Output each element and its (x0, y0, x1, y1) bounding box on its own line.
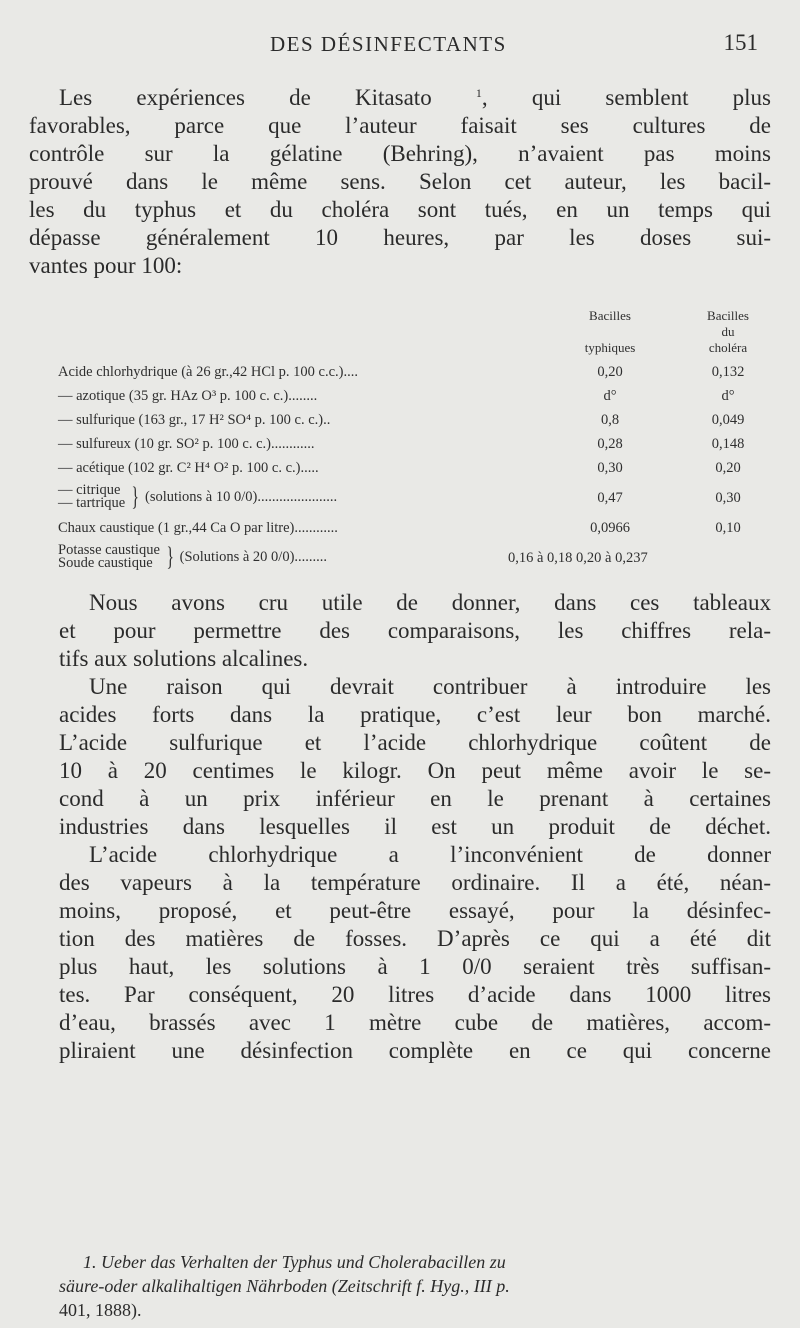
table-row (58, 520, 770, 544)
column-header-line: choléra (708, 340, 748, 355)
column-header-line: Bacilles (707, 308, 749, 323)
brace-symbol: } (166, 542, 174, 571)
table-row-group (58, 484, 770, 516)
cell-typhoid: 0,28 (597, 436, 623, 452)
text-line: L’acide chlorhydrique a l’inconvénient de donner (89, 842, 771, 867)
table-row (58, 388, 770, 412)
cell-cholera: 0,20 (715, 460, 741, 476)
running-head (0, 32, 800, 62)
text-line: L’acide sulfurique et l’acide chlorhydrique coûtent de (59, 730, 771, 755)
cell-cholera: d° (721, 388, 735, 404)
row-label: — azotique (35 gr. HAz O³ p. 100 c. c.)........ (58, 388, 318, 404)
cell-typhoid: d° (603, 388, 617, 404)
text-line: moins, proposé, et peut-être essayé, pour la désinfec- (59, 898, 771, 923)
text-line: les du typhus et du choléra sont tués, en un temps qui (29, 197, 771, 222)
text-line: tifs aux solutions alcalines. (59, 646, 309, 671)
group-item: Soude caustique (58, 555, 153, 571)
text-line: vantes pour 100: (29, 253, 183, 278)
cell-cholera: 0,049 (711, 412, 745, 428)
group-item: — citrique (58, 482, 121, 498)
text-line: plus haut, les solutions à 1 0/0 seraient très suffisan- (59, 954, 771, 979)
group-text: (Solutions à 20 0/0)......... (179, 548, 328, 565)
cell-cholera: 0,148 (711, 436, 745, 452)
text-line: acides forts dans la pratique, c’est leur bon marché. (59, 702, 771, 727)
intro-paragraph (29, 84, 772, 280)
text-line: industries dans lesquelles il est un produit de déchet. (59, 814, 771, 839)
footnote-line: 401, 1888). (59, 1300, 142, 1320)
column-header-typhoid (578, 308, 642, 356)
row-label: Chaux caustique (1 gr.,44 Ca O par litre)............ (58, 520, 338, 536)
column-header-cholera (696, 308, 760, 356)
row-label: — sulfurique (163 gr., 17 H² SO⁴ p. 100 c. c.).. (58, 412, 331, 428)
text-line: dépasse généralement 10 heures, par les doses sui- (29, 225, 771, 250)
row-label: — sulfureux (10 gr. SO² p. 100 c. c.)............ (58, 436, 315, 452)
cell-typhoid: 0,0966 (590, 520, 630, 536)
table-row-group (58, 544, 770, 576)
grouped-label (58, 544, 327, 570)
cell-typhoid: 0,8 (600, 412, 620, 428)
text-line: et pour permettre des comparaisons, les chiffres rela- (59, 618, 771, 643)
footnote-ref: 1 (475, 86, 482, 100)
grouped-label (58, 484, 337, 510)
text-fragment: , qui semblent plus (481, 85, 772, 110)
body-text (59, 589, 771, 1065)
cell-cholera: 0,30 (715, 490, 741, 506)
table-row (58, 436, 770, 460)
page-number: 151 (723, 30, 758, 55)
text-line: prouvé dans le même sens. Selon cet auteur, les bacil- (29, 169, 771, 194)
text-line: Une raison qui devrait contribuer à introduire les (89, 674, 771, 699)
group-text: (solutions à 10 0/0)...................... (144, 488, 338, 505)
brace-symbol: } (131, 482, 139, 511)
text-line: contrôle sur la gélatine (Behring), n’avaient pas moins (29, 141, 771, 166)
text-line: Nous avons cru utile de donner, dans ces tableaux (89, 590, 771, 615)
cell-typhoid: 0,47 (597, 490, 623, 506)
text-line: des vapeurs à la température ordinaire. Il a été, néan- (59, 870, 771, 895)
footnote-line: 1. Ueber das Verhalten der Typhus und Cholerabacillen zu (83, 1252, 506, 1272)
text-fragment: Les expériences de Kitasato (59, 85, 432, 110)
column-header-line: Bacilles (589, 308, 631, 323)
row-label: Acide chlorhydrique (à 26 gr.,42 HCl p. 100 c.c.).... (58, 364, 358, 380)
group-items (58, 544, 160, 570)
table-row (58, 460, 770, 484)
cell-typhoid: 0,20 (597, 364, 623, 380)
row-label: — acétique (102 gr. C² H⁴ O² p. 100 c. c.)..... (58, 460, 319, 476)
footnote (59, 1250, 773, 1322)
text-line: tion des matières de fosses. D’après ce qui a été dit (59, 926, 771, 951)
group-item: — tartrique (58, 495, 126, 511)
text-line: 10 à 20 centimes le kilogr. On peut même avoir le se- (59, 758, 771, 783)
text-line: favorables, parce que l’auteur faisait ses cultures de (29, 113, 771, 138)
cell-cholera: 0,10 (715, 520, 741, 536)
footnote-line: säure-oder alkalihaltigen Nährboden (Zeitschrift f. Hyg., III p. (59, 1276, 510, 1296)
column-header-line: typhiques (584, 340, 636, 355)
group-item: Potasse caustique (58, 542, 160, 558)
text-line: d’eau, brassés avec 1 mètre cube de matières, accom- (59, 1010, 771, 1035)
cell-typhoid: 0,30 (597, 460, 623, 476)
text-line (59, 84, 771, 112)
group-items (58, 484, 125, 510)
running-head-title: DES DÉSINFECTANTS (270, 32, 507, 56)
text-line: cond à un prix inférieur en le prenant à certaines (59, 786, 771, 811)
text-line: tes. Par conséquent, 20 litres d’acide dans 1000 litres (59, 982, 771, 1007)
text-line: pliraient une désinfection complète en ce qui concerne (59, 1038, 771, 1063)
cell-cholera: 0,132 (711, 364, 745, 380)
table-row (58, 364, 770, 388)
column-header-line: du (721, 324, 735, 339)
table-row (58, 412, 770, 436)
cell-range-values: 0,16 à 0,18 0,20 à 0,237 (508, 550, 648, 566)
